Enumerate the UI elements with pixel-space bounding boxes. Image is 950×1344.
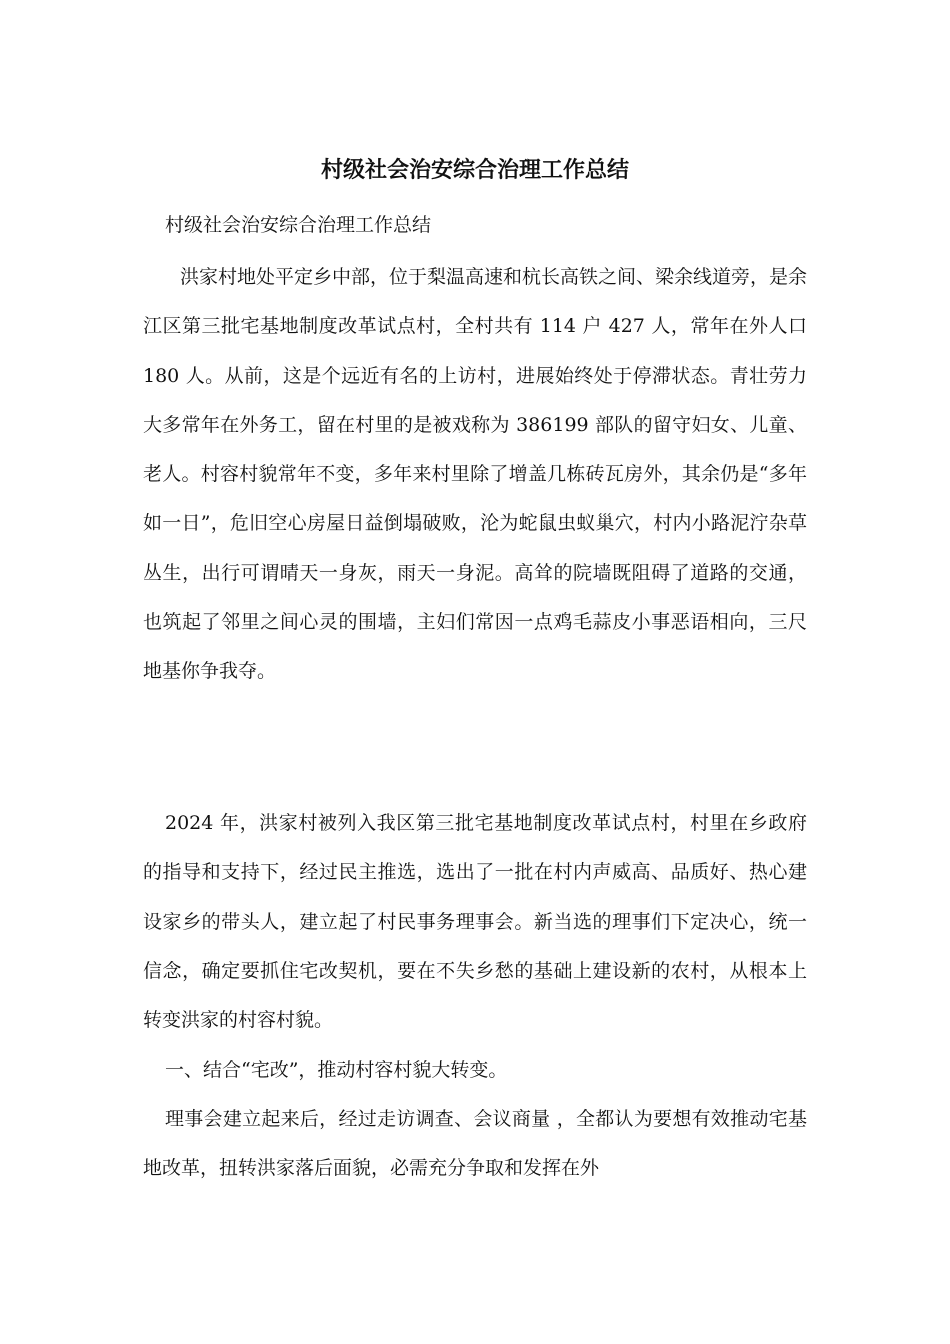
paragraph-reform: 2024 年，洪家村被列入我区第三批宅基地制度改革试点村，村里在乡政府的指导和支持下，经过民主推选，选出了一批在村内声威高、品质好、热心建设家乡的带头人，建立起了村民事务理事会。新当选的理事们下定决心，统一信念，确定要抓住宅改契机，要在不失乡愁的基础上建设新的农村，从根本上转变洪家的村容村貌。 (143, 812, 807, 1032)
document-subtitle: 村级社会治安综合治理工作总结 (165, 214, 432, 236)
section-paragraph: 理事会建立起来后，经过走访调查、会议商量 ，全都认为要想有效推动宅基地改革，扭转洪家落后面貌，必需充分争取和发挥在外 (143, 1108, 807, 1180)
section-heading: 一、结合“宅改”，推动村容村貌大转变。 (165, 1059, 508, 1081)
paragraph-intro: 洪家村地处平定乡中部，位于梨温高速和杭长高铁之间、梁余线道旁，是余江区第三批宅基地制度改革试点村，全村共有 114 户 427 人，常年在外人口 180 人。从前，这是个远近有名的上访村，进展始终处于停滞状态。青壮劳力大多常年在外务工，留在村里的是被戏称为 386199 部队的留守妇女、儿童、老人。村容村貌常年不变，多年来村里除了增盖几栋砖瓦房外，其余仍是“多年如一日”，危旧空心房屋日益倒塌破败，沦为蛇鼠虫蚁巢穴，村内小路泥泞杂草丛生，出行可谓晴天一身灰，雨天一身泥。高耸的院墙既阻碍了道路的交通，也筑起了邻里之间心灵的围墙，主妇们常因一点鸡毛蒜皮小事恶语相向，三尺地基你争我夺。 (143, 266, 808, 683)
document-title: 村级社会治安综合治理工作总结 (320, 157, 629, 183)
